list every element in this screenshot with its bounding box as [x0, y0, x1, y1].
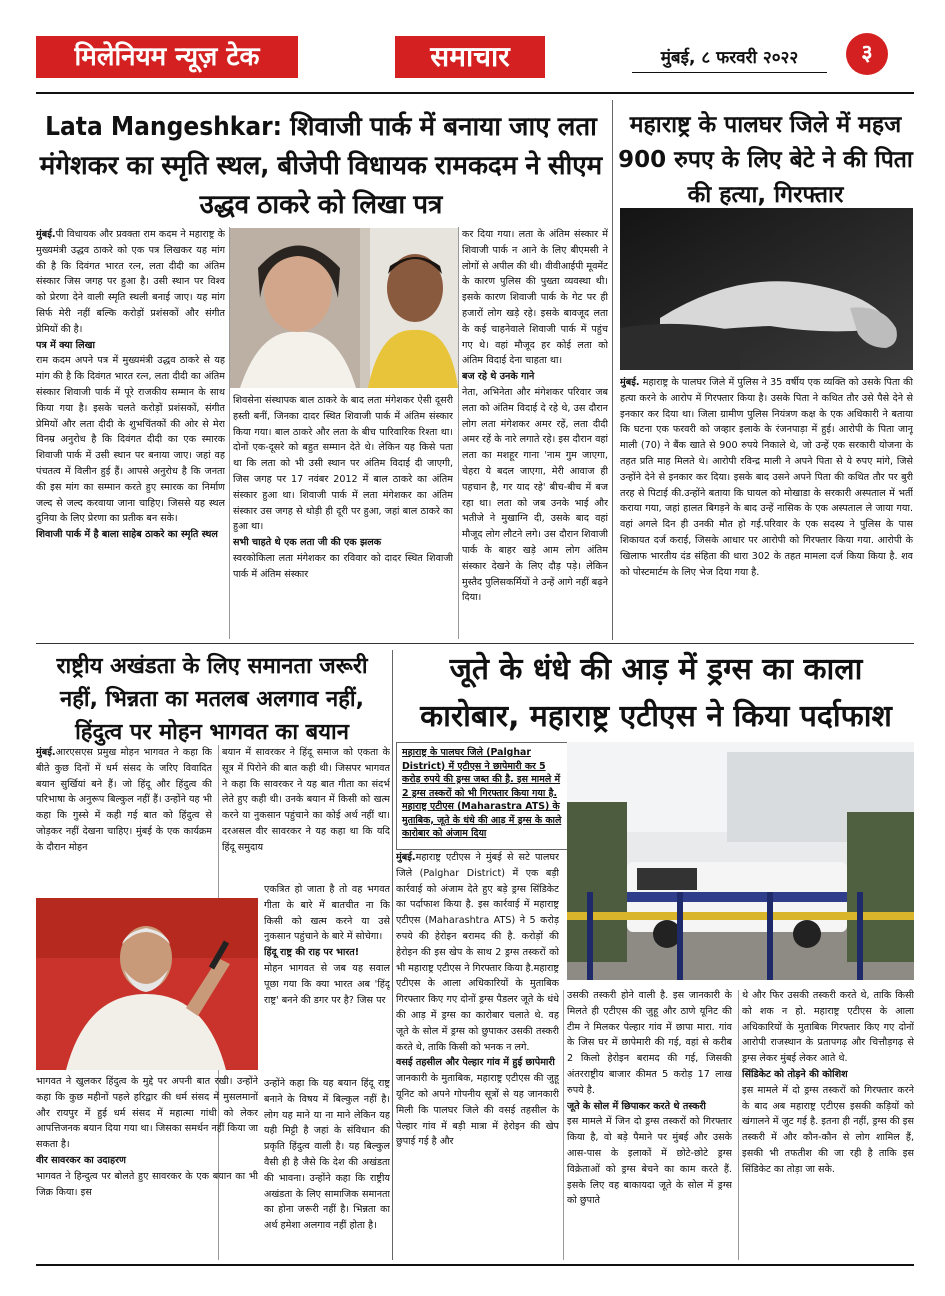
section-rule	[36, 643, 914, 644]
paragraph: एकत्रित हो जाता है तो वह भगवत गीता के बारे में बातचीत ना कि किसी को खत्म करने या उसे नुकसान पहुंचाने के बारे में सोचेगा।	[264, 884, 390, 943]
footer-rule	[36, 1264, 914, 1266]
subheading: बज रहे थे उनके गाने	[462, 371, 535, 383]
subheading: शिवाजी पार्क में है बाला साहेब ठाकरे का स्मृति स्थल	[36, 529, 218, 541]
header-rule	[36, 92, 914, 94]
newspaper-brand: मिलेनियम न्यूज़ टेक	[36, 36, 298, 78]
dateline: मुंबई.	[396, 852, 416, 863]
subheading: पत्र में क्या लिखा	[36, 339, 96, 351]
subheading: वीर सावरकर का उदाहरण	[36, 1154, 126, 1166]
edition-date: मुंबई, ८ फरवरी २०२२	[632, 44, 827, 73]
paragraph: इस मामले में दो ड्रग्स तस्करों को गिरफ्तार करने के बाद अब महाराष्ट्र एटीएस इसकी कड़ियों को खंगालने में जुट गई है. इतना ही नहीं, ड्रग्स की इस तस्करी में और कौन-कौन से लोग शामिल हैं, इसकी भी तफतीश की जा रही है ताकि इस सिंडिकेट का तोड़ा जा सके.	[742, 1084, 914, 1175]
paragraph: थे और फिर उसकी तस्करी करते थे, ताकि किसी को शक न हो. महाराष्ट्र एटीएस के आला अधिकारियों के मुताबिक गिरफ्तार किए गए दोनों आरोपी राजस्थान के प्रतापगढ़ और चित्तौड़गढ़ से ड्रग्स लेकर मुंबई लेकर आते थे.	[742, 990, 914, 1065]
drugs-column-1	[396, 850, 559, 1260]
crime-scene-photo	[620, 208, 913, 370]
paragraph: शिवसेना संस्थापक बाल ठाकरे के बाद लता मंगेशकर ऐसी दूसरी हस्ती बनीं, जिनका दादर स्थित शिवाजी पार्क में अंतिम संस्कार किया गया। बाल ठाकरे और लता के बीच पारिवारिक रिश्ता था। दोनों एक-दूसरे को बहुत सम्मान देते थे। लेकिन यह किसे पता था कि लता को भी उसी स्थान पर अंतिम विदाई दी जाएगी, जिस जगह पर 17 नवंबर 2012 में बाल ठाकरे का अंतिम संस्कार हुआ था। शिवाजी पार्क में लता मंगेशकर का अंतिम संस्कार उस जगह से थोड़ी ही दूरी पर हुआ, जहां बाल ठाकरे का हुआ था।	[233, 395, 453, 533]
drugs-column-3	[742, 988, 914, 1260]
drugs-column-2	[567, 988, 732, 1260]
rss-column-2-top	[222, 745, 390, 881]
dateline: मुंबई.	[620, 377, 640, 388]
subheading: हिंदू राष्ट्र की राह पर भारत!	[264, 947, 360, 959]
paragraph: उन्होंने कहा कि यह बयान हिंदू राष्ट्र बनाने के विषय में बिल्कुल नहीं है। लोग यह माने या ना माने लेकिन यह यही मिट्टी है जहां के संविधान की प्रकृति हिंदुत्व वाली है। यह बिल्कुल वैसी ही है जैसे कि देश की अखंडता की भावना। उन्होंने कहा कि राष्ट्रीय अखंडता के लिए सामाजिक समानता का होना जरूरी नहीं है। भिन्नता का अर्थ हमेशा अलगाव नहीं होता है।	[264, 1078, 390, 1232]
police-van-photo	[567, 742, 914, 980]
paragraph: पी विधायक और प्रवक्ता राम कदम ने महाराष्ट्र के मुख्यमंत्री उद्धव ठाकरे को एक पत्र लिखकर यह मांग की है कि दिवंगत भारत रत्न, लता दीदी का अंतिम संस्कार जिस जगह पर हुआ है। उसी स्थान पर विश्व को प्रेरणा देने वाली स्मृति स्थली बनाई जाए। यह मांग सिर्फ मेरी नहीं बल्कि करोड़ों प्रशंसकों और संगीत प्रेमियों की है।	[36, 229, 225, 335]
rss-column-1-top	[36, 745, 212, 885]
dateline: मुंबई.	[36, 229, 56, 240]
palghar-headline: महाराष्ट्र के पालघर जिले में महज 900 रुपए के लिए बेटे ने की पिता की हत्या, गिरफ्तार	[618, 112, 913, 208]
palghar-body	[620, 375, 913, 637]
drugs-highlight-box	[396, 742, 571, 850]
article-divider	[392, 650, 393, 1260]
drugs-headline: जूते के धंधे की आड़ में ड्रग्स का काला कारोबार, महाराष्ट्र एटीएस ने किया पर्दाफाश	[420, 652, 892, 734]
dateline: मुंबई.	[36, 747, 56, 758]
rss-column-2-middle	[264, 882, 390, 1072]
lata-column-1	[36, 227, 225, 647]
paragraph: इस मामले में जिन दो ड्रग्स तस्करों को गिरफ्तार किया है, वो बड़े पैमाने पर मुंबई और उसके आस-पास के इलाकों में छोटे-छोटे ड्रग्स विक्रेताओं को ड्रग्स बेचने का काम करते हैं. इसके लिए वह बाकायदा जूते के सोल में ड्रग्स को छुपाते	[567, 1116, 732, 1207]
paragraph: भागवत ने खुलकर हिंदुत्व के मुद्दे पर अपनी बात रखी। उन्होंने कहा कि कुछ महीनों पहले हरिद्वार की धर्म संसद में मुसलमानों और रायपुर में हुई धर्म संसद में महात्मा गांधी को लेकर आपत्तिजनक बयान दिया गया था। जिसका समर्थन नहीं किया जा सकता है।	[36, 1076, 258, 1151]
subheading: सभी चाहते थे एक लता जी की एक झलक	[233, 537, 382, 549]
mohan-bhagwat-photo	[36, 898, 258, 1070]
column-divider	[229, 227, 230, 639]
section-title: समाचार	[395, 36, 545, 78]
lata-photo	[230, 228, 458, 388]
paragraph: आरएसएस प्रमुख मोहन भागवत ने कहा कि बीते कुछ दिनों में धर्म संसद के जरिए विवादित बयान सुर्खियां बने हैं। जो हिंदू और हिंदुत्व की परिभाषा के अनुरूप बिल्कुल नहीं हैं। उन्होंने यह भी कहा कि गुस्से में कही गई बात को हिंदुत्व से जोड़कर नहीं देखना चाहिए। मुंबई के एक कार्यक्रम के दौरान मोहन	[36, 747, 212, 853]
paragraph: महाराष्ट्र एटीएस ने मुंबई से सटे पालघर जिले (Palghar District) में एक बड़ी कार्रवाई को अंजाम देते हुए बड़े ड्रग्स सिंडिकेट का पर्दाफाश किया है. इस कार्रवाई में महाराष्ट्र एटीएस (Maharashtra ATS) ने 5 करोड़ रुपये की हेरोइन बरामद की है. करोड़ों की हेरोइन की इस खेप के साथ 2 ड्रग्स तस्करों को भी महाराष्ट्र एटीएस ने गिरफ्तार किया है.महाराष्ट्र एटीएस के आला अधिकारियों के मुताबिक गिरफ्तार किए गए दोनों ड्रग्स पैडलर जूते के धंधे की आड़ में ड्रग्स का कारोबार चलाते थे. वह जूते के सोल में ड्रग्स को छुपाकर उसकी तस्करी करते थे, ताकि किसी को भनक न लगे.	[396, 852, 559, 1053]
paragraph: मोहन भागवत से जब यह सवाल पूछा गया कि क्या भारत अब 'हिंदू राष्ट्र' बनने की डगर पर है? जिस पर	[264, 962, 390, 1006]
paragraph: कर दिया गया। लता के अंतिम संस्कार में शिवाजी पार्क न आने के लिए बीएमसी ने लोगों से अपील की थी। वीवीआईपी मूवमेंट के कारण पुलिस की पुख्ता व्यवस्था थी। इसके कारण शिवाजी पार्क के गेट पर ही हजारों लोग खड़े रहे। इसके बावजूद लता के कई चाहनेवाले शिवाजी पार्क में पहुंच गए थे। वहां मौजूद हर कोई लता को अंतिम विदाई देना चाहता था।	[462, 229, 608, 367]
paragraph: नेता, अभिनेता और मंगेशकर परिवार जब लता को अंतिम विदाई दे रहे थे, उस दौरान लोग लता मंगेशकर अमर रहें, लता दीदी अमर रहें के नारे लगाते रहे। इस दौरान वहां लता का मशहूर गाना 'नाम गुम जाएगा, चेहरा ये बदल जाएगा, मेरी आवाज ही पहचान है, गर याद रहे' बीच-बीच में बज रहा था। लता को जब उनके भाई और भतीजे ने मुखाग्नि दी, उसके बाद वहां मौजूद लोग लौटने लगे। उस दौरान शिवाजी पार्क के बाहर खड़े आम लोग अंतिम संस्कार देखने के लिए दौड़ पड़े। लेकिन मुस्तैद पुलिसकर्मियों ने उन्हें आगे नहीं बढ़ने दिया।	[462, 386, 608, 604]
highlight-text: महाराष्ट्र के पालघर जिले (Palghar District) में एटीएस ने छापेमारी कर 5 करोड़ रुपये की ड्रग्स जब्त की है. इस मामले में 2 ड्रग्स तस्करों को भी गिरफ्तार किया गया है. महाराष्ट्र एटीएस (Maharastra ATS) के मुताबिक, जूते के धंधे की आड़ में ड्रग्स के काले कारोबार को अंजाम दिया	[402, 747, 562, 839]
rss-column-2-bottom	[264, 1076, 390, 1260]
paragraph: स्वरकोकिला लता मंगेशकर का रविवार को दादर स्थित शिवाजी पार्क में अंतिम संस्कार	[233, 552, 453, 580]
paragraph: बयान में सावरकर ने हिंदू समाज को एकता के सूत्र में पिरोने की बात कही थी। जिसपर भागवत ने कहा कि सावरकर ने यह बात गीता का संदर्भ लेते हुए कही थी। उनके बयान में किसी को खत्म करने या नुकसान पहुंचाने का कोई अर्थ नहीं था। दरअसल वीर सावरकर ने यह कहा था कि यदि हिंदू समुदाय	[222, 747, 390, 853]
subheading: जूते के सोल में छिपाकर करते थे तस्करी	[567, 1100, 706, 1112]
paragraph: जानकारी के मुताबिक, महाराष्ट्र एटीएस की जुहू यूनिट को अपने गोपनीय सूत्रों से यह जानकारी मिली कि पालघर जिले की वसई तहसील के पेल्हार गांव में बड़ी मात्रा में हेरोइन की खेप छुपाई गई है और	[396, 1073, 559, 1148]
paragraph: राम कदम अपने पत्र में मुख्यमंत्री उद्धव ठाकरे से यह मांग की है कि दिवंगत भारत रत्न, लता दीदी का अंतिम संस्कार शिवाजी पार्क में पूरे राजकीय सम्मान के साथ किया गया है। इसके चलते करोड़ों प्रशंसकों, संगीत प्रेमियों और लता दीदी के शुभचिंतकों की ओर से मेरा विनम्र अनुरोध है कि दिवंगत दीदी का एक स्मारक शिवाजी पार्क में उसी स्थान पर बनाया जाए। जहां वह पंचतत्व में विलीन हुई हैं। आपसे अनुरोध है कि जनता की इस मांग का सम्मान करते हुए स्मारक का निर्माण जल्द से जल्द करवाया जाना चाहिए। जिससे यह स्थल दुनिया के लिए प्रेरणा का प्रतीक बन सके।	[36, 355, 225, 525]
lata-headline: Lata Mangeshkar: शिवाजी पार्क में बनाया जाए लता मंगेशकर का स्मृति स्थल, बीजेपी विधायक रामकदम ने सीएम उद्धव ठाकरे को लिखा पत्र	[39, 112, 603, 220]
lata-column-2	[233, 393, 453, 643]
column-divider	[563, 990, 564, 1260]
paragraph: उसकी तस्करी होने वाली है. इस जानकारी के मिलते ही एटीएस की जुहू और ठाणे यूनिट की टीम ने मिलकर पेल्हार गांव में छापा मारा. गांव के जिस घर में छापेमारी की गई, वहां से करीब 2 किलो हेरोइन बरामद की गई, जिसकी अंतरराष्ट्रीय बाजार कीमत 5 करोड़ 17 लाख रुपये है.	[567, 990, 732, 1096]
rss-column-1-bottom	[36, 1074, 258, 1260]
subheading: सिंडिकेट को तोड़ने की कोशिश	[742, 1068, 848, 1080]
subheading: वसई तहसील और पेल्हार गांव में हुई छापेमारी	[396, 1057, 555, 1069]
rss-headline: राष्ट्रीय अखंडता के लिए समानता जरूरी नहीं, भिन्नता का मतलब अलगाव नहीं, हिंदुत्व पर मोहन भागवत का बयान	[56, 654, 368, 745]
column-divider	[738, 990, 739, 1260]
page-number: ३	[846, 33, 888, 75]
lata-column-3	[462, 227, 608, 641]
paragraph: भागवत ने हिन्दुत्व पर बोलते हुए सावरकर के एक बयान का भी जिक्र किया। इस	[36, 1170, 258, 1198]
article-divider	[612, 100, 613, 640]
column-divider	[458, 227, 459, 639]
paragraph: महाराष्ट्र के पालघर जिले में पुलिस ने 35 वर्षीय एक व्यक्ति को उसके पिता की हत्या करने के आरोप में गिरफ्तार किया है। उसके पिता ने कथित तौर उसे पैसे देने से इनकार कर दिया था। जिला ग्रामीण पुलिस नियंत्रण कक्ष के एक अधिकारी ने बताया कि घटना एक फरवरी को जव्हार इलाके के रंजनपाड़ा में हुई। आरोपी के पिता जानू माली (70) ने बैंक खाते से 900 रुपये निकाले थे, जो उन्हें एक सरकारी योजना के तहत प्रति माह मिलते थे। आरोपी रविन्द्र माली ने अपने पिता से ये रुपए मांगे, जिसे उन्होंने देने से इनकार कर दिया। इसके बाद उसने अपने पिता की कथित तौर पर बुरी तरह से पिटाई की.उन्होंने बताया कि घायल को मोखाडा के सरकारी अस्पताल में भर्ती कराया गया, जहां हालत बिगड़ने के बाद उन्हें नासिक के एक अस्पताल ले जाया गया. वहां अगले दिन ही उनकी मौत हो गई.परिवार के एक सदस्य ने पुलिस के पास शिकायत दर्ज कराई, जिसके आधार पर आरोपी को गिरफ्तार किया गया. आरोपी के खिलाफ भारतीय दंड संहिता की धारा 302 के तहत मामला दर्ज किया किया है. शव को पोस्टमार्टम के लिए भेज दिया गया है.	[620, 377, 913, 578]
